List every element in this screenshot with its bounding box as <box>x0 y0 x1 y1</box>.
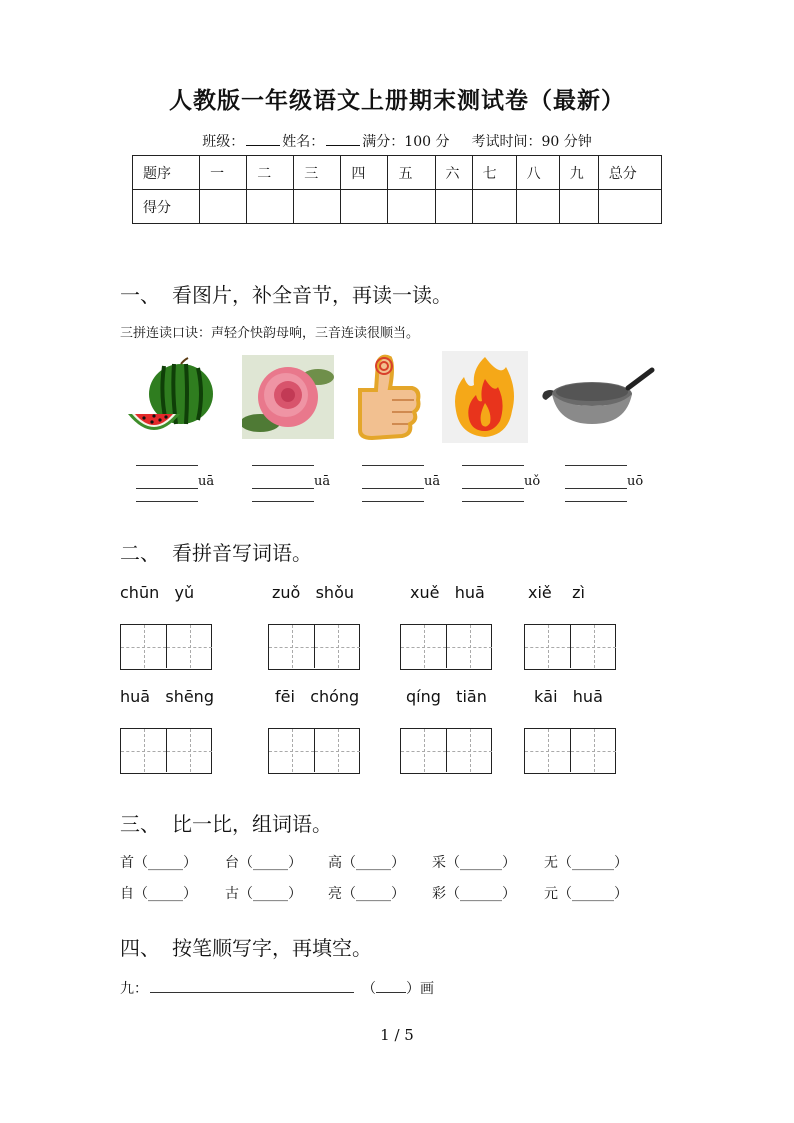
section-number: 四、 <box>120 936 160 960</box>
writing-grid[interactable] <box>268 624 360 670</box>
thumbs-up-icon <box>348 350 424 442</box>
writing-grid[interactable] <box>268 728 360 774</box>
score-header-cell: 七 <box>472 156 516 190</box>
section-title: 比一比，组词语。 <box>172 812 332 836</box>
score-header-cell: 三 <box>294 156 341 190</box>
score-value-row <box>133 190 662 224</box>
final-label: uǒ <box>524 474 541 489</box>
page-title: 人教版一年级语文上册期末测试卷（最新） <box>169 88 625 114</box>
score-cell[interactable] <box>516 190 559 224</box>
name-label: 姓名： <box>282 134 325 150</box>
section-number: 三、 <box>120 812 160 836</box>
section-title: 看图片，补全音节，再读一读。 <box>172 283 452 307</box>
compare-item[interactable]: 彩（______） <box>432 886 516 902</box>
section-1-heading <box>120 279 452 308</box>
pinyin-word: xuě huā <box>410 583 485 602</box>
score-cell[interactable] <box>341 190 388 224</box>
section-4-heading <box>120 932 372 961</box>
stroke-count-blank[interactable] <box>376 980 406 993</box>
compare-item[interactable]: 采（______） <box>432 855 516 871</box>
score-header-row <box>133 156 662 190</box>
score-cell[interactable] <box>294 190 341 224</box>
section-1-tip: 三拼连读口诀：声轻介快韵母响，三音连读很顺当。 <box>120 326 420 341</box>
score-header-cell: 题序 <box>133 156 200 190</box>
wok-icon <box>540 362 656 434</box>
pinyin-word: huā shēng <box>120 687 214 706</box>
fire-icon <box>442 351 528 443</box>
section-title: 按笔顺写字，再填空。 <box>172 936 372 960</box>
writing-grid[interactable] <box>400 728 492 774</box>
section-title: 看拼音写词语。 <box>172 541 312 565</box>
score-header-cell: 五 <box>388 156 435 190</box>
score-cell[interactable] <box>247 190 294 224</box>
writing-grid[interactable] <box>120 624 212 670</box>
pinyin-word: zuǒ shǒu <box>272 583 354 602</box>
final-label: uā <box>314 474 331 489</box>
paren-open: （ <box>362 981 376 997</box>
watermelon-icon <box>124 352 216 444</box>
page-number: 1 / 5 <box>380 1026 414 1044</box>
score-cell[interactable] <box>559 190 598 224</box>
pinyin-word: chūn yǔ <box>120 583 195 602</box>
final-label: uā <box>424 474 441 489</box>
stroke-char: 九： <box>120 981 148 997</box>
pinyin-word: qíng tiān <box>406 687 487 706</box>
full-score: 满分：100 分 <box>362 134 450 150</box>
pinyin-word: kāi huā <box>534 687 603 706</box>
score-header-cell: 二 <box>247 156 294 190</box>
writing-grid[interactable] <box>120 728 212 774</box>
section-2-heading <box>120 537 312 566</box>
compare-item[interactable]: 自（_____） <box>120 886 197 902</box>
score-cell[interactable] <box>435 190 472 224</box>
compare-item[interactable]: 高（_____） <box>328 855 405 871</box>
section-number: 一、 <box>120 283 160 307</box>
score-header-cell: 总分 <box>598 156 661 190</box>
compare-item[interactable]: 无（______） <box>544 855 628 871</box>
score-cell[interactable] <box>200 190 247 224</box>
score-cell[interactable] <box>388 190 435 224</box>
score-header-cell: 四 <box>341 156 388 190</box>
compare-item[interactable]: 亮（_____） <box>328 886 405 902</box>
pinyin-word: xiě zì <box>528 583 585 602</box>
compare-item[interactable]: 台（_____） <box>225 855 302 871</box>
score-header-cell: 八 <box>516 156 559 190</box>
section-3-heading <box>120 808 332 837</box>
score-cell[interactable] <box>598 190 661 224</box>
compare-item[interactable]: 元（______） <box>544 886 628 902</box>
exam-time: 考试时间：90 分钟 <box>471 134 592 150</box>
pinyin-word: fēi chóng <box>275 687 360 706</box>
stroke-order-question <box>120 978 434 998</box>
writing-grid[interactable] <box>400 624 492 670</box>
writing-grid[interactable] <box>524 728 616 774</box>
class-blank[interactable] <box>246 133 280 146</box>
exam-meta <box>0 131 794 151</box>
name-blank[interactable] <box>326 133 360 146</box>
final-label: uā <box>198 474 215 489</box>
section-number: 二、 <box>120 541 160 565</box>
stroke-answer-line[interactable] <box>150 980 354 993</box>
compare-item[interactable]: 首（_____） <box>120 855 197 871</box>
score-header-cell: 九 <box>559 156 598 190</box>
class-label: 班级： <box>202 134 245 150</box>
score-header-cell: 一 <box>200 156 247 190</box>
paren-close: ）画 <box>406 981 434 997</box>
score-row-label: 得分 <box>133 190 200 224</box>
writing-grid[interactable] <box>524 624 616 670</box>
score-header-cell: 六 <box>435 156 472 190</box>
compare-item[interactable]: 古（_____） <box>225 886 302 902</box>
final-label: uō <box>627 474 644 489</box>
score-table <box>132 155 662 224</box>
score-cell[interactable] <box>472 190 516 224</box>
flower-icon <box>242 355 334 439</box>
